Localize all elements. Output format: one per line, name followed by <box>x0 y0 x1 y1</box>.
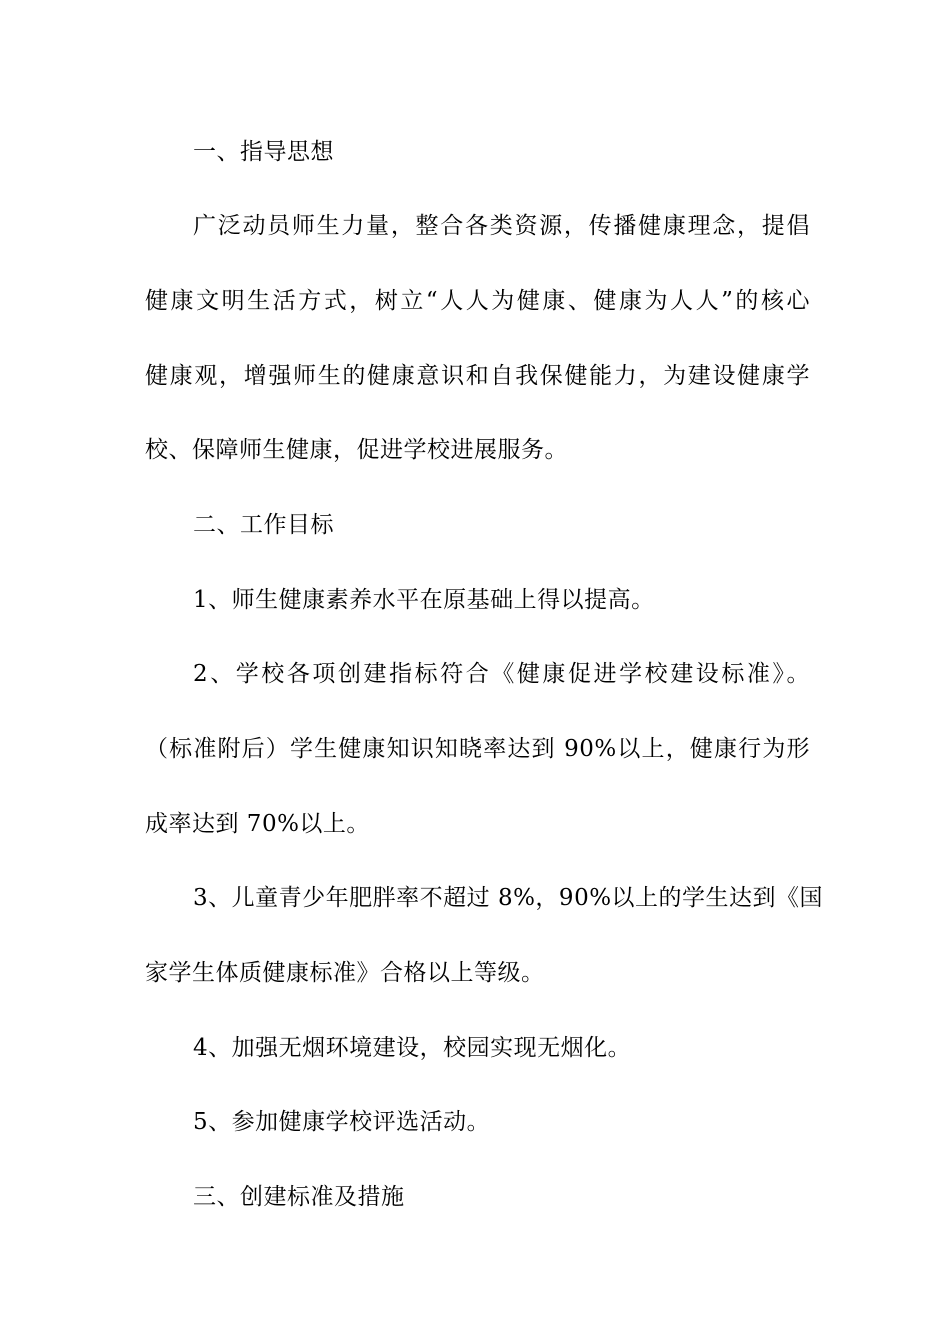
section-heading-standards-measures: 三、创建标准及措施 <box>193 1184 405 1210</box>
goal-item-5: 5、参加健康学校评选活动。 <box>193 1109 491 1135</box>
goal-item-4: 4、加强无烟环境建设，校园实现无烟化。 <box>193 1035 632 1061</box>
section-heading-guiding-ideology: 一、指导思想 <box>193 139 334 165</box>
goal-item-3: 3、儿童青少年肥胖率不超过 8%，90%以上的学生达到《国 <box>193 885 824 911</box>
goal-item-2: 2、学校各项创建指标符合《健康促进学校建设标准》。 <box>193 661 810 687</box>
paragraph-line: 广泛动员师生力量，整合各类资源，传播健康理念，提倡 <box>193 213 810 239</box>
paragraph-line: 健康观，增强师生的健康意识和自我保健能力，为建设健康学 <box>145 363 810 389</box>
paragraph-line: 校、保障师生健康，促进学校进展服务。 <box>145 437 568 463</box>
goal-item-2-line: 成率达到 70%以上。 <box>145 811 370 837</box>
goal-item-2-line: （标准附后）学生健康知识知晓率达到 90%以上，健康行为形 <box>145 736 810 762</box>
goal-item-3-line: 家学生体质健康标准》合格以上等级。 <box>145 960 545 986</box>
paragraph-line: 健康文明生活方式，树立“人人为健康、健康为人人”的核心 <box>145 288 810 314</box>
goal-item-1: 1、师生健康素养水平在原基础上得以提高。 <box>193 587 655 613</box>
section-heading-work-goals: 二、工作目标 <box>193 512 334 538</box>
